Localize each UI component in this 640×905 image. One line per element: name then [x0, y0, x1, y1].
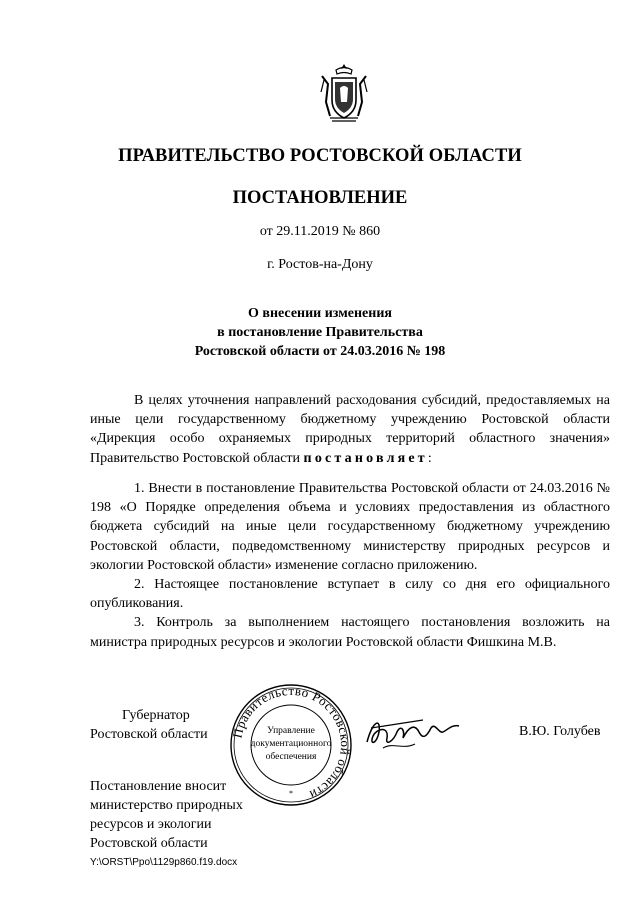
preamble: [90, 391, 610, 468]
decree-items: [90, 479, 610, 652]
preamble-end: :: [427, 450, 432, 466]
position-line-2: Ростовской области: [90, 727, 208, 742]
subject-line-1: О внесении изменения: [248, 306, 392, 321]
position-line-1: Губернатор: [122, 708, 190, 723]
date-and-number: от 29.11.2019 № 860: [259, 224, 381, 239]
file-path: Y:\ORST\Ppo\1129p860.f19.docx: [90, 857, 238, 868]
introduced-by: [90, 777, 243, 853]
preamble-paragraph: [90, 391, 610, 468]
introduced-line-4: Ростовской области: [90, 836, 208, 851]
decree-verb: постановляет: [303, 450, 428, 466]
item-3: 3. Контроль за выполнением настоящего постановления возложить на министра природных ресурсов и экологии Ростовской области Фишкина М.В.: [90, 615, 610, 650]
document-subject: [0, 304, 640, 361]
introduced-line-3: ресурсов и экологии: [90, 817, 212, 832]
stamp-line-3: обеспечения: [265, 752, 317, 762]
city: г. Ростов-на-Дону: [267, 257, 373, 272]
stamp-line-1: Управление: [267, 726, 315, 736]
subject-line-3: Ростовской области от 24.03.2016 № 198: [194, 344, 446, 359]
preamble-text: В целях уточнения направлений расходования субсидий, предоставляемых на иные цели государственному бюджетному учреждению Ростовской области «Дирекция особо охраняемых природных территорий областного значения» Правительство Ростовской области: [90, 393, 610, 466]
document-type-title: ПОСТАНОВЛЕНИЕ: [232, 188, 408, 208]
official-stamp: [229, 683, 353, 807]
item-2: 2. Настоящее постановление вступает в силу со дня его официального опубликования.: [90, 577, 610, 612]
stamp-line-2: документационного: [250, 739, 332, 749]
introduced-line-2: министерство природных: [90, 798, 243, 813]
introduced-line-1: Постановление вносит: [90, 779, 227, 794]
coat-of-arms-icon: [318, 62, 370, 124]
svg-text:*: *: [289, 789, 293, 798]
handwritten-signature: [363, 712, 463, 754]
item-1: 1. Внести в постановление Правительства Ростовской области от 24.03.2016 № 198 «О Порядке определения объема и условиях предоставления из областного бюджета субсидий на иные цели государственному бюджетному учреждению Ростовской области, подведомственному министерству природных ресурсов и экологии Ростовской области» изменение согласно приложению.: [90, 481, 610, 573]
stamp-outer-text: Правительство Ростовской области: [229, 683, 353, 803]
signatory-position: [90, 706, 208, 744]
government-title: ПРАВИТЕЛЬСТВО РОСТОВСКОЙ ОБЛАСТИ: [118, 146, 522, 166]
subject-line-2: в постановление Правительства: [217, 325, 423, 340]
signatory-name: В.Ю. Голубев: [519, 724, 601, 739]
